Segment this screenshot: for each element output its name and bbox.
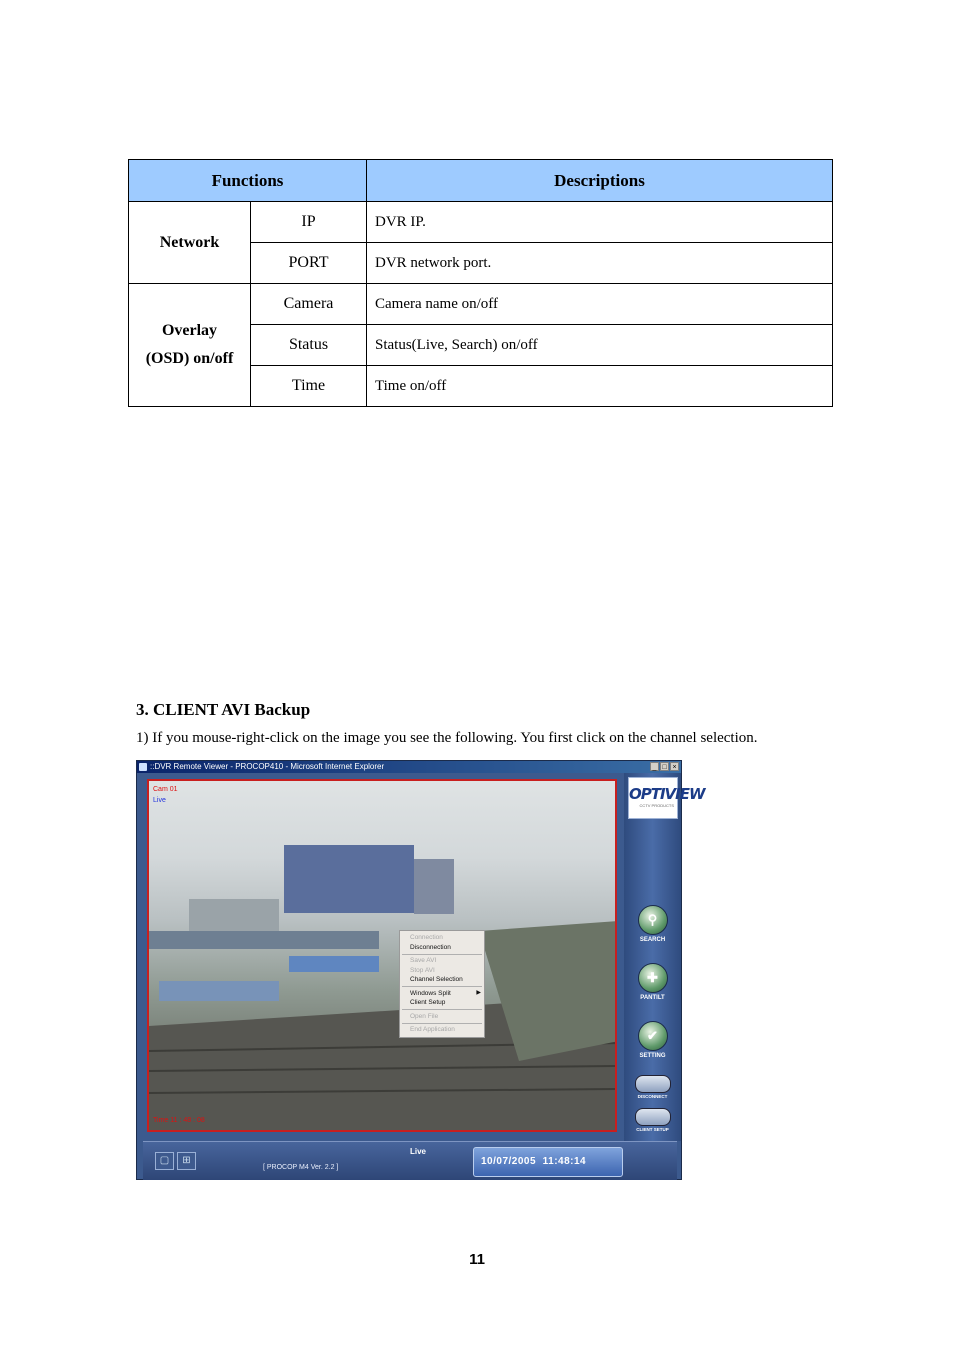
- item-camera: Camera: [251, 284, 367, 325]
- datetime-display: [473, 1147, 623, 1177]
- scene-building: [284, 845, 414, 913]
- menu-item-save-avi[interactable]: Save AVI: [410, 957, 437, 964]
- setting-icon: ✔: [638, 1021, 668, 1051]
- setting-button-label: SETTING: [639, 1053, 666, 1059]
- window-titlebar: [137, 761, 681, 773]
- osd-camera-name: Cam 01: [153, 786, 178, 793]
- date-display: 10/07/2005: [481, 1156, 537, 1167]
- camera-scene: [149, 781, 617, 1132]
- menu-separator: [402, 954, 482, 955]
- mode-label: Live: [410, 1147, 427, 1156]
- desc-port: DVR network port.: [367, 243, 833, 284]
- search-icon: ⚲: [638, 905, 668, 935]
- window-title: ::DVR Remote Viewer - PROCOP410 - Microsoft Internet Explorer: [150, 762, 385, 771]
- menu-item-channel-selection[interactable]: Channel Selection: [410, 976, 463, 983]
- time-display: 11:48:14: [542, 1156, 587, 1167]
- version-label: [ PROCOP M4 Ver. 2.2 ]: [263, 1164, 339, 1171]
- menu-item-stop-avi[interactable]: Stop AVI: [410, 966, 435, 974]
- item-time: Time: [251, 366, 367, 407]
- item-status: Status: [251, 325, 367, 366]
- scene-blue-roof: [159, 981, 279, 1001]
- desc-time: Time on/off: [367, 366, 833, 407]
- scene-roof: [149, 931, 379, 949]
- maximize-button[interactable]: □: [660, 762, 669, 771]
- menu-item-open-file[interactable]: Open File: [410, 1012, 439, 1020]
- osd-status: Live: [153, 797, 166, 804]
- descriptions-header: Descriptions: [367, 160, 833, 202]
- menu-separator: [402, 1009, 482, 1010]
- logo-text: OPTIVIEW: [629, 785, 705, 803]
- scene-building-side: [414, 859, 454, 914]
- client-setup-button[interactable]: [624, 1108, 681, 1132]
- table-header-row: [129, 160, 833, 202]
- pantilt-button-label: PANTILT: [640, 995, 665, 1001]
- disconnect-icon: [635, 1075, 671, 1093]
- disconnect-button[interactable]: [624, 1075, 681, 1099]
- scene-blue-roof-2: [289, 956, 379, 972]
- table-row: [129, 202, 833, 243]
- logo-subtext: CCTV PRODUCTS: [639, 803, 674, 808]
- dvr-viewer-screenshot: [136, 760, 705, 1180]
- search-button-label: SEARCH: [639, 937, 666, 943]
- page-number: 11: [469, 1251, 485, 1268]
- group-network: Network: [129, 202, 251, 284]
- context-menu: [399, 930, 485, 1038]
- item-port: PORT: [251, 243, 367, 284]
- ie-icon: [139, 763, 147, 771]
- pantilt-button[interactable]: [624, 963, 681, 1001]
- setting-button[interactable]: [624, 1021, 681, 1059]
- instruction-text: 1) If you mouse-right-click on the image you see the following. You first click on the channel selection.: [136, 730, 758, 746]
- search-button[interactable]: [624, 905, 681, 943]
- close-button[interactable]: ×: [670, 762, 679, 771]
- menu-item-windows-split[interactable]: [400, 989, 484, 999]
- menu-item-connection[interactable]: Connection: [410, 934, 443, 941]
- desc-camera: Camera name on/off: [367, 284, 833, 325]
- camera-view[interactable]: [147, 779, 617, 1132]
- desc-ip: DVR IP.: [367, 202, 833, 243]
- group-overlay: [129, 284, 251, 407]
- item-ip: IP: [251, 202, 367, 243]
- functions-header: Functions: [129, 160, 367, 202]
- client-setup-button-label: CLIENT SETUP: [636, 1127, 669, 1132]
- group-overlay-line1: Overlay: [161, 322, 218, 339]
- submenu-arrow-icon: ▶: [476, 989, 481, 996]
- menu-item-disconnection[interactable]: Disconnection: [410, 943, 451, 951]
- control-panel: [624, 773, 705, 1141]
- client-setup-icon: [635, 1108, 671, 1126]
- table-row: [129, 284, 833, 325]
- osd-time: Time 11 : 48 : 08: [153, 1117, 205, 1124]
- minimize-button[interactable]: _: [650, 762, 659, 771]
- menu-separator: [402, 986, 482, 987]
- optiview-logo: [628, 777, 705, 819]
- desc-status: Status(Live, Search) on/off: [367, 325, 833, 366]
- pantilt-icon: ✚: [638, 963, 668, 993]
- disconnect-button-label: DISCONNECT: [637, 1094, 668, 1099]
- single-view-button[interactable]: ▢: [155, 1152, 174, 1170]
- functions-table: [128, 159, 833, 407]
- menu-item-windows-split-label: Windows Split: [410, 989, 451, 997]
- menu-item-client-setup[interactable]: Client Setup: [410, 999, 446, 1006]
- status-bar: [143, 1141, 677, 1180]
- menu-separator: [402, 1023, 482, 1024]
- group-overlay-line2: (OSD) on/off: [145, 350, 234, 367]
- menu-item-end-application[interactable]: End Application: [410, 1026, 455, 1033]
- section-title: 3. CLIENT AVI Backup: [136, 700, 311, 719]
- quad-split-button[interactable]: ⊞: [177, 1152, 196, 1170]
